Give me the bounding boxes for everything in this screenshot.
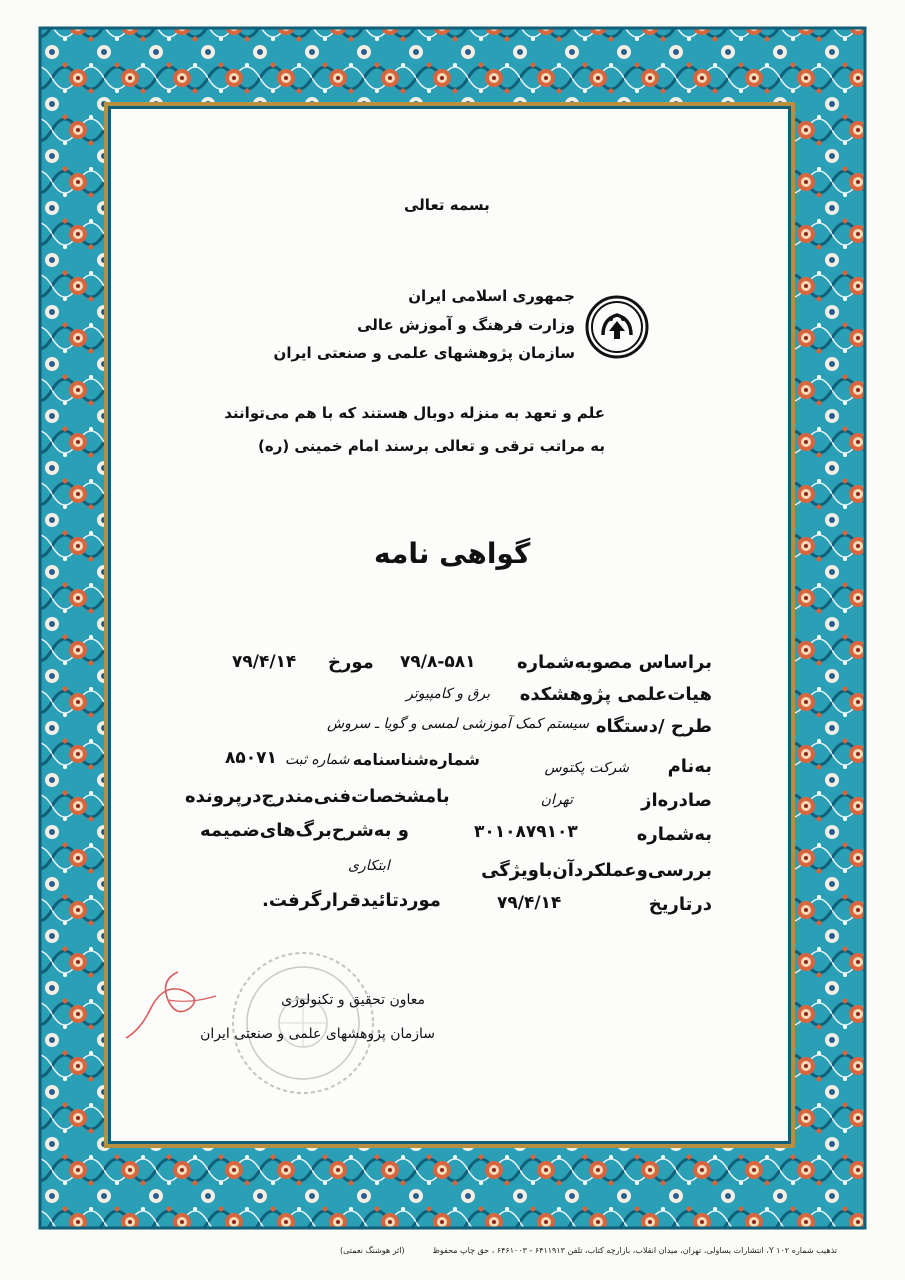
header-organization: سازمان پژوهشهای علمی و صنعتی ایران	[273, 344, 575, 362]
date-label: درتاریخ	[648, 894, 712, 915]
approval-label: براساس مصوبه‌شماره	[516, 652, 712, 673]
name-value: شرکت پکتوس	[544, 760, 629, 776]
specs-label: بامشخصات‌فنی‌مندرج‌درپرونده	[185, 786, 450, 807]
signatory-title: معاون تحقیق و تکنولوژی	[281, 992, 425, 1008]
header-country: جمهوری اسلامی ایران	[408, 287, 575, 305]
attach-label: و به‌شرح‌برگ‌های‌ضمیمه	[200, 820, 409, 841]
number-value: ۳۰۱۰۸۷۹۱۰۳	[474, 822, 578, 842]
official-stamp	[228, 948, 378, 1098]
issued-value: تهران	[540, 792, 573, 808]
reg-label: شماره ثبت	[285, 752, 350, 768]
board-value: برق و کامپیوتر	[406, 686, 490, 702]
approval-number: ۷۹/۸-۵۸۱	[400, 652, 476, 672]
dated-label: مورخ	[328, 652, 374, 673]
name-label: به‌نام	[667, 756, 712, 777]
date-value: ۷۹/۴/۱۴	[497, 893, 562, 913]
quote-line-2: به مراتب ترقی و تعالی برسند	[384, 437, 605, 455]
design-value: سیستم کمک آموزشی لمسی و گویا ـ سروش	[327, 716, 589, 732]
issued-label: صادره‌از	[641, 790, 712, 811]
certificate-title: گواهی نامه	[374, 537, 531, 570]
footer-artist: (اثر هوشنگ نعمتی)	[340, 1246, 405, 1255]
iranian-research-organization-logo	[585, 295, 649, 359]
reg-value: ۸۵۰۷۱	[225, 748, 277, 768]
quote-line-1: علم و تعهد به منزله دوبال هستند که با هم می‌توانند	[224, 404, 605, 422]
footer-publisher: تذهیب شماره ۱۰۲ Y، انتشارات یساولی، تهران، میدان انقلاب، بازارچه کتاب، تلفن ۶۴۱۱۹۱۳ - ۶۴۶۱۰۰۳ ، حق چاپ محفوظ	[432, 1246, 837, 1255]
number-label: به‌شماره	[636, 824, 712, 845]
dated-value: ۷۹/۴/۱۴	[232, 652, 297, 672]
design-label: طرح /دستگاه	[595, 716, 712, 737]
id-label: شماره‌شناسنامه	[352, 750, 480, 769]
invocation: بسمه تعالی	[404, 196, 490, 214]
review-label: بررسی‌وعملکردآن‌باویژگی	[481, 860, 712, 881]
review-value: ابتکاری	[348, 858, 390, 874]
confirm-label: موردتائیدقرارگرفت.	[262, 890, 441, 911]
board-label: هیات‌علمی پژوهشکده	[519, 684, 712, 705]
signatory-organization: سازمان پژوهشهای علمی و صنعتی ایران	[200, 1026, 435, 1042]
quote-author: امام خمینی (ره)	[258, 437, 379, 455]
header-ministry: وزارت فرهنگ و آموزش عالی	[357, 316, 575, 334]
